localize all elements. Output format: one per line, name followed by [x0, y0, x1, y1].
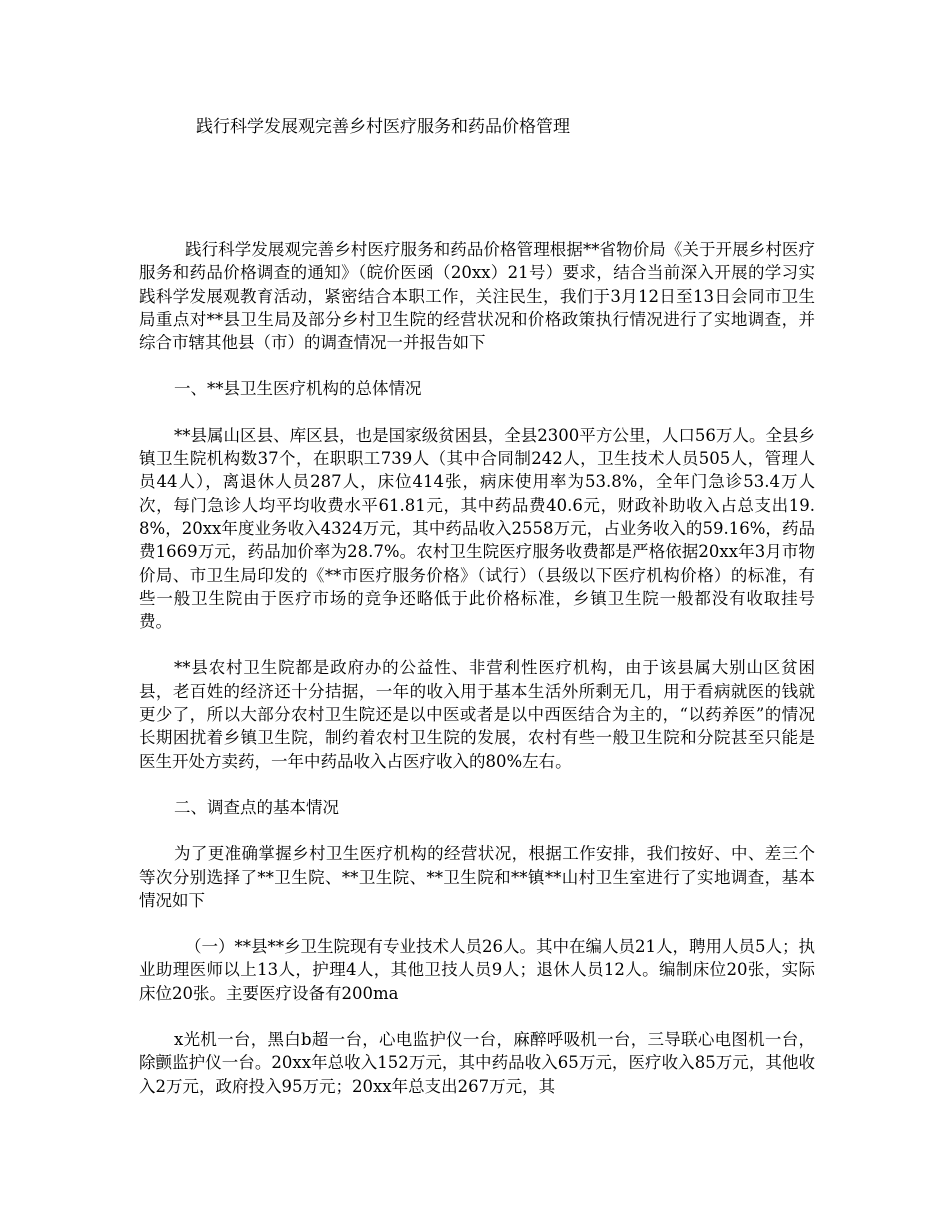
paragraph-rural-clinics: **县农村卫生院都是政府办的公益性、非营利性医疗机构，由于该县属大别山区贫困县，老百姓的经济还十分拮据，一年的收入用于基本生活外所剩无几，用于看病就医的钱就更少了，所以大部分农村卫生院还是以中医或者是以中西医结合为主的，“以药养医”的情况长期困扰着乡镇卫生院，制约着农村卫生院的发展，农村有些一般卫生院和分院甚至只能是医生开处方卖药，一年中药品收入占医疗收入的80%左右。: [139, 658, 815, 771]
paragraph-intro: 践行科学发展观完善乡村医疗服务和药品价格管理根据**省物价局《关于开展乡村医疗服务和药品价格调查的通知》（皖价医函（20xx）21号）要求，结合当前深入开展的学习实践科学发展观教育活动，紧密结合本职工作，关注民生，我们于3月12日至13日会同市卫生局重点对**县卫生局及部分乡村卫生院的经营状况和价格政策执行情况进行了实地调查，并综合市辖其他县（市）的调查情况一并报告如下: [139, 240, 815, 353]
paragraph-item-1: （一）**县**乡卫生院现有专业技术人员26人。其中在编人员21人，聘用人员5人；执业助理医师以上13人，护理4人，其他卫技人员9人；退休人员12人。编制床位20张，实际床位20张。主要医疗设备有200ma: [139, 937, 815, 1003]
section-heading-1: 一、**县卫生医疗机构的总体情况: [174, 379, 422, 399]
section-heading-2: 二、调查点的基本情况: [174, 797, 339, 817]
paragraph-overview: **县属山区县、库区县，也是国家级贫困县，全县2300平方公里，人口56万人。全县乡镇卫生院机构数37个，在职职工739人（其中合同制242人，卫生技术人员505人，管理人员44人），离退休人员287人，床位414张，病床使用率为53.8%，全年门急诊53.4万人次，每门急诊人均平均收费水平61.81元，其中药品费40.6元，财政补助收入占总支出19.8%，20xx年度业务收入4324万元，其中药品收入2558万元，占业务收入的59.16%，药品费1669万元，药品加价率为28.7%。农村卫生院医疗服务收费都是严格依据20xx年3月市物价局、市卫生局印发的《**市医疗服务价格》（试行）（县级以下医疗机构价格）的标准，有些一般卫生院由于医疗市场的竞争还略低于此价格标准，乡镇卫生院一般都没有收取挂号费。: [139, 425, 815, 632]
paragraph-item-1-continued: x光机一台，黑白b超一台，心电监护仪一台，麻醉呼吸机一台，三导联心电图机一台，除颤监护仪一台。20xx年总收入152万元，其中药品收入65万元，医疗收入85万元，其他收入2万元，政府投入95万元；20xx年总支出267万元，其: [139, 1030, 815, 1096]
document-title: 践行科学发展观完善乡村医疗服务和药品价格管理: [196, 117, 570, 137]
document-body: [139, 238, 815, 1121]
paragraph-survey-sites: 为了更准确掌握乡村卫生医疗机构的经营状况，根据工作安排，我们按好、中、差三个等次分别选择了**卫生院、**卫生院、**卫生院和**镇**山村卫生室进行了实地调查，基本情况如下: [139, 844, 815, 910]
